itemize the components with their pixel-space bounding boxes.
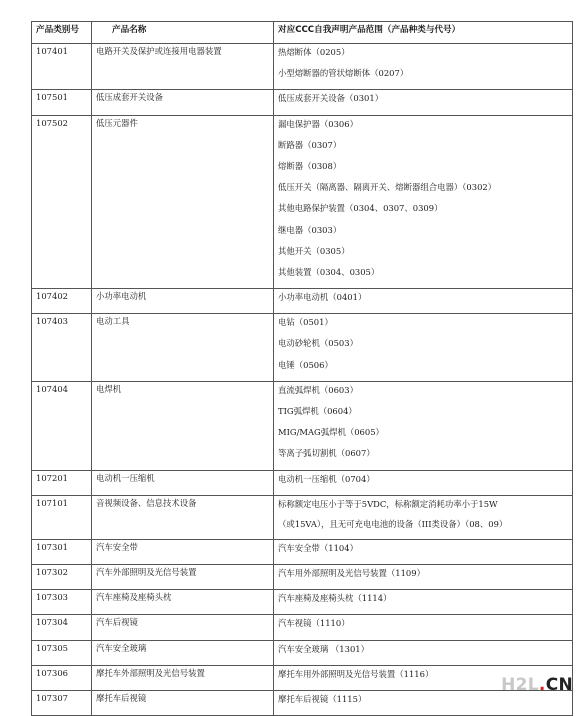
table-row — [32, 665, 573, 690]
product-name: 电焊机 — [92, 381, 274, 470]
ccc-scope-item: 其他开关（0305） — [278, 245, 350, 256]
ccc-scope-cell — [274, 314, 573, 382]
product-category-code: 107502 — [32, 115, 92, 289]
watermark-part1: H2L — [501, 675, 539, 695]
table-row — [32, 539, 573, 564]
table-row — [32, 495, 573, 539]
product-name: 小功率电动机 — [92, 289, 274, 314]
product-category-code: 107401 — [32, 44, 92, 90]
header-ccc-scope: 对应CCC自我声明产品范围（产品种类与代号） — [274, 22, 573, 44]
product-category-code: 107301 — [32, 539, 92, 564]
ccc-scope-cell — [274, 381, 573, 470]
product-name: 摩托车后视镜 — [92, 690, 274, 715]
product-category-code: 107404 — [32, 381, 92, 470]
header-product-name: 产品名称 — [92, 22, 274, 44]
ccc-scope-item: 电动机一压缩机（0704） — [278, 473, 375, 484]
product-name: 摩托车外部照明及光信号装置 — [92, 665, 274, 690]
ccc-scope-cell — [274, 640, 573, 665]
header-code: 产品类别号 — [32, 22, 92, 44]
table-row — [32, 381, 573, 470]
ccc-scope-item: （或15VA），且无可充电电池的设备（III类设备）（08、09） — [278, 518, 508, 529]
ccc-scope-item: 继电器（0303） — [278, 224, 342, 235]
ccc-scope-cell — [274, 590, 573, 615]
ccc-scope-item: TIG弧焊机（0604） — [278, 406, 357, 416]
product-name: 电动工具 — [92, 314, 274, 382]
product-name: 电路开关及保护或连接用电器装置 — [92, 44, 274, 90]
ccc-scope-item: 其他电路保护装置（0304、0307、0309） — [278, 203, 443, 214]
ccc-scope-item: 汽车座椅及座椅头枕（1114） — [278, 593, 392, 604]
ccc-scope-item: 汽车安全玻璃 （1301） — [278, 643, 369, 654]
product-name: 低压成套开关设备 — [92, 90, 274, 115]
ccc-scope-item: 熔断器（0308） — [278, 160, 342, 171]
ccc-scope-item: 漏电保护器（0306） — [278, 118, 358, 129]
ccc-scope-cell — [274, 115, 573, 289]
product-name: 汽车安全带 — [92, 539, 274, 564]
product-category-code: 107307 — [32, 690, 92, 715]
ccc-scope-item: 摩托车用外部照明及光信号装置（1116） — [278, 668, 434, 679]
product-category-code: 107501 — [32, 90, 92, 115]
table-row — [32, 470, 573, 495]
ccc-scope-item: 汽车安全带（1104） — [278, 542, 358, 553]
ccc-scope-item: 标称额定电压小于等于5VDC，标称额定消耗功率小于15W — [278, 498, 498, 509]
ccc-scope-cell — [274, 615, 573, 640]
table-row — [32, 640, 573, 665]
ccc-scope-item: 电锤（0506） — [278, 359, 333, 370]
ccc-scope-cell — [274, 470, 573, 495]
table-row — [32, 44, 573, 90]
watermark-part2: CN — [545, 675, 573, 695]
ccc-scope-cell — [274, 44, 573, 90]
ccc-scope-item: 电动砂轮机（0503） — [278, 338, 358, 349]
ccc-scope-cell — [274, 289, 573, 314]
table-row — [32, 314, 573, 382]
ccc-scope-cell — [274, 90, 573, 115]
ccc-scope-item: 等离子弧切割机（0607） — [278, 448, 375, 459]
product-name: 汽车后视镜 — [92, 615, 274, 640]
ccc-scope-item: 摩托车后视镜（1115） — [278, 693, 367, 704]
product-name: 汽车座椅及座椅头枕 — [92, 590, 274, 615]
ccc-scope-cell — [274, 539, 573, 564]
ccc-scope-item: 其他装置（0304、0305） — [278, 266, 380, 277]
product-name: 汽车外部照明及光信号装置 — [92, 564, 274, 589]
product-name: 低压元器件 — [92, 115, 274, 289]
table-row — [32, 289, 573, 314]
table-row — [32, 90, 573, 115]
ccc-scope-item: 低压开关（隔离器、隔离开关、熔断器组合电器）（0302） — [278, 182, 497, 193]
ccc-scope-item: MIG/MAG弧焊机（0605） — [278, 427, 384, 438]
ccc-product-table — [31, 21, 573, 716]
product-name: 汽车安全玻璃 — [92, 640, 274, 665]
product-name: 音视频设备、信息技术设备 — [92, 495, 274, 539]
product-category-code: 107304 — [32, 615, 92, 640]
ccc-scope-item: 低压成套开关设备（0301） — [278, 93, 384, 104]
table-row — [32, 590, 573, 615]
product-category-code: 107306 — [32, 665, 92, 690]
table-row — [32, 690, 573, 715]
ccc-scope-item: 直流弧焊机（0603） — [278, 384, 358, 395]
product-name: 电动机一压缩机 — [92, 470, 274, 495]
table-row — [32, 115, 573, 289]
product-category-code: 107302 — [32, 564, 92, 589]
ccc-scope-item: 断路器（0307） — [278, 139, 342, 150]
table-row — [32, 615, 573, 640]
watermark-dot: . — [538, 675, 546, 695]
ccc-scope-item: 汽车用外部照明及光信号装置（1109） — [278, 567, 425, 578]
ccc-scope-item: 小型熔断器的管状熔断体（0207） — [278, 68, 409, 79]
product-category-code: 107305 — [32, 640, 92, 665]
ccc-scope-item: 热熔断体（0205） — [278, 47, 350, 57]
product-category-code: 107101 — [32, 495, 92, 539]
product-category-code: 107403 — [32, 314, 92, 382]
ccc-scope-item: 汽车视镜（1110） — [278, 618, 350, 629]
ccc-scope-item: 电钻（0501） — [278, 317, 333, 328]
product-category-code: 107402 — [32, 289, 92, 314]
ccc-scope-cell — [274, 495, 573, 539]
ccc-scope-item: 小功率电动机（0401） — [278, 292, 367, 303]
product-category-code: 107303 — [32, 590, 92, 615]
product-category-code: 107201 — [32, 470, 92, 495]
ccc-scope-cell — [274, 564, 573, 589]
h2l-watermark-logo — [501, 675, 573, 695]
table-row — [32, 564, 573, 589]
header-row — [32, 22, 573, 44]
